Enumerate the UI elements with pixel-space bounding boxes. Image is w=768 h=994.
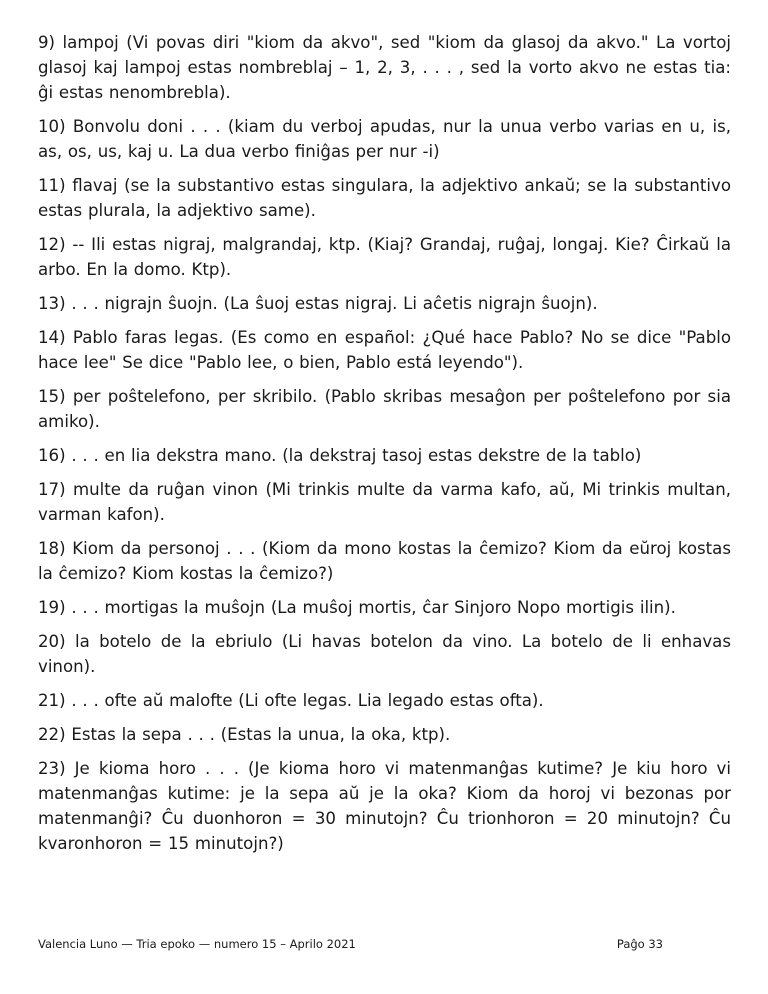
answer-entry-11: 11) flavaj (se la substantivo estas singulara, la adjektivo ankaŭ; se la substantivo estas plurala, la adjektivo same).: [38, 176, 731, 220]
answer-entry-20: 20) la botelo de la ebriulo (Li havas botelon da vino. La botelo de li enhavas vinon).: [38, 632, 731, 676]
answer-entry-9: 9) lampoj (Vi povas diri "kiom da akvo", sed "kiom da glasoj da akvo." La vortoj glasoj kaj lampoj estas nombreblaj – 1, 2, 3, . . . , sed la vorto akvo ne estas tia: ĝi estas nenombrebla).: [38, 33, 731, 102]
answer-entry-17: 17) multe da ruĝan vinon (Mi trinkis multe da varma kafo, aŭ, Mi trinkis multan, varman kafon).: [38, 480, 731, 524]
answer-entry-16: 16) . . . en lia dekstra mano. (la dekstraj tasoj estas dekstre de la tablo): [38, 446, 642, 465]
footer-page-number: Paĝo 33: [616, 937, 663, 951]
answer-entry-22: 22) Estas la sepa . . . (Estas la unua, la oka, ktp).: [38, 725, 451, 744]
answer-entry-18: 18) Kiom da personoj . . . (Kiom da mono kostas la ĉemizo? Kiom da eŭroj kostas la ĉemizo? Kiom kostas la ĉemizo?): [38, 539, 731, 583]
document-body: [38, 30, 731, 865]
footer-publication: Valencia Luno — Tria epoko — numero 15 – Aprilo 2021: [38, 937, 356, 951]
answer-entry-12: 12) -- Ili estas nigraj, malgrandaj, ktp. (Kiaj? Grandaj, ruĝaj, longaj. Kie? Ĉirkaŭ la arbo. En la domo. Ktp).: [38, 235, 731, 279]
answer-entry-14: 14) Pablo faras legas. (Es como en español: ¿Qué hace Pablo? No se dice "Pablo hace lee" Se dice "Pablo lee, o bien, Pablo está leyendo").: [38, 328, 731, 372]
answer-entry-19: 19) . . . mortigas la muŝojn (La muŝoj mortis, ĉar Sinjoro Nopo mortigis ilin).: [38, 598, 676, 617]
answer-entry-10: 10) Bonvolu doni . . . (kiam du verboj apudas, nur la unua verbo varias en u, is, as, os, us, kaj u. La dua verbo finiĝas per nur -i): [38, 117, 731, 161]
answer-entry-15: 15) per poŝtelefono, per skribilo. (Pablo skribas mesaĝon per poŝtelefono por sia amiko).: [38, 387, 731, 431]
answer-entry-21: 21) . . . ofte aŭ malofte (Li ofte legas. Lia legado estas ofta).: [38, 691, 544, 710]
page-footer: [38, 937, 663, 951]
answer-entry-23: 23) Je kioma horo . . . (Je kioma horo vi matenmanĝas kutime? Je kiu horo vi matenmanĝas kutime: je la sepa aŭ je la oka? Kiom da horoj vi bezonas por matenmanĝi? Ĉu duonhoron = 30 minutojn? Ĉu trionhoron = 20 minutojn? Ĉu kvaronhoron = 15 minutojn?): [38, 759, 731, 853]
answer-entry-13: 13) . . . nigrajn ŝuojn. (La ŝuoj estas nigraj. Li aĉetis nigrajn ŝuojn).: [38, 294, 598, 313]
